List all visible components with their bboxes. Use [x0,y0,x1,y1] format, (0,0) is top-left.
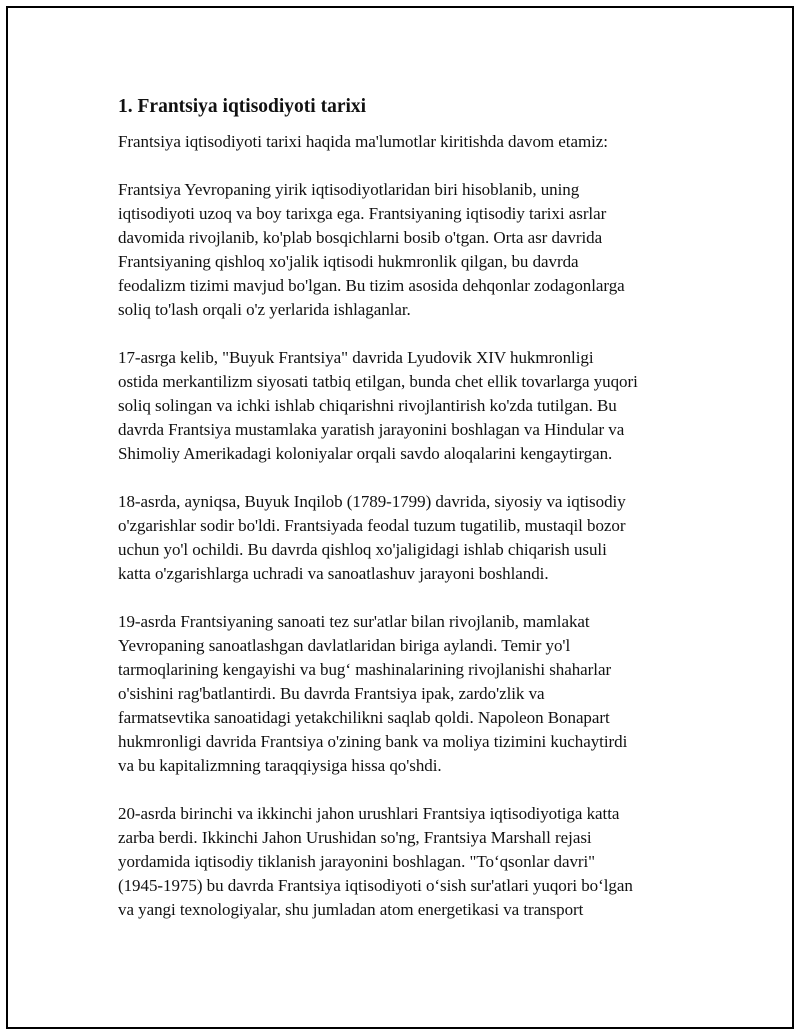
document-body [118,94,708,946]
paragraph [118,802,708,922]
paragraph-line: 20-asrda birinchi va ikkinchi jahon urushlari Frantsiya iqtisodiyotiga katta [118,804,620,823]
paragraph-line: soliq solingan va ichki ishlab chiqarishni rivojlantirish ko'zda tutilgan. Bu [118,396,617,415]
paragraph-line: davrda Frantsiya mustamlaka yaratish jarayonini boshlagan va Hindular va [118,420,625,439]
paragraph-line: Yevropaning sanoatlashgan davlatlaridan biriga aylandi. Temir yo'l [118,636,571,655]
paragraph-line: katta o'zgarishlarga uchradi va sanoatlashuv jarayoni boshlandi. [118,564,549,583]
paragraph [118,610,708,778]
paragraph-line: iqtisodiyoti uzoq va boy tarixga ega. Frantsiyaning iqtisodiy tarixi asrlar [118,204,607,223]
paragraph-line: Frantsiya iqtisodiyoti tarixi haqida ma'lumotlar kiritishda davom etamiz: [118,132,608,151]
paragraph-line: o'zgarishlar sodir bo'ldi. Frantsiyada feodal tuzum tugatilib, mustaqil bozor [118,516,626,535]
paragraph-line: ostida merkantilizm siyosati tatbiq etilgan, bunda chet ellik tovarlarga yuqori [118,372,638,391]
paragraph [118,346,708,466]
paragraph-line: va bu kapitalizmning taraqqiysiga hissa qo'shdi. [118,756,442,775]
paragraph-line: Frantsiya Yevropaning yirik iqtisodiyotlaridan biri hisoblanib, uning [118,180,580,199]
paragraph-line: 18-asrda, ayniqsa, Buyuk Inqilob (1789-1799) davrida, siyosiy va iqtisodiy [118,492,626,511]
paragraph-line: soliq to'lash orqali o'z yerlarida ishlaganlar. [118,300,411,319]
paragraph-line: hukmronligi davrida Frantsiya o'zining bank va moliya tizimini kuchaytirdi [118,732,628,751]
paragraph-line: (1945-1975) bu davrda Frantsiya iqtisodiyoti o‘sish sur'atlari yuqori bo‘lgan [118,876,633,895]
paragraph [118,178,708,322]
paragraph-line: davomida rivojlanib, ko'plab bosqichlarni bosib o'tgan. Orta asr davrida [118,228,603,247]
paragraph-line: yordamida iqtisodiy tiklanish jarayonini boshlagan. "To‘qsonlar davri" [118,852,596,871]
paragraph-line: Frantsiyaning qishloq xo'jalik iqtisodi hukmronlik qilgan, bu davrda [118,252,579,271]
paragraph [118,130,708,154]
paragraph-line: o'sishini rag'batlantirdi. Bu davrda Frantsiya ipak, zardo'zlik va [118,684,545,703]
paragraph-line: farmatsevtika sanoatidagi yetakchilikni saqlab qoldi. Napoleon Bonapart [118,708,610,727]
paragraph-line: va yangi texnologiyalar, shu jumladan atom energetikasi va transport [118,900,584,919]
paragraph-line: uchun yo'l ochildi. Bu davrda qishloq xo'jaligidagi ishlab chiqarish usuli [118,540,607,559]
paragraph [118,490,708,586]
paragraph-line: 17-asrga kelib, "Buyuk Frantsiya" davrida Lyudovik XIV hukmronligi [118,348,594,367]
paragraph-list [118,130,708,922]
paragraph-line: zarba berdi. Ikkinchi Jahon Urushidan so'ng, Frantsiya Marshall rejasi [118,828,592,847]
paragraph-line: 19-asrda Frantsiyaning sanoati tez sur'atlar bilan rivojlanib, mamlakat [118,612,590,631]
paragraph-line: Shimoliy Amerikadagi koloniyalar orqali savdo aloqalarini kengaytirgan. [118,444,613,463]
paragraph-line: tarmoqlarining kengayishi va bug‘ mashinalarining rivojlanishi shaharlar [118,660,612,679]
paragraph-line: feodalizm tizimi mavjud bo'lgan. Bu tizim asosida dehqonlar zodagonlarga [118,276,625,295]
section-heading: 1. Frantsiya iqtisodiyoti tarixi [118,96,367,117]
